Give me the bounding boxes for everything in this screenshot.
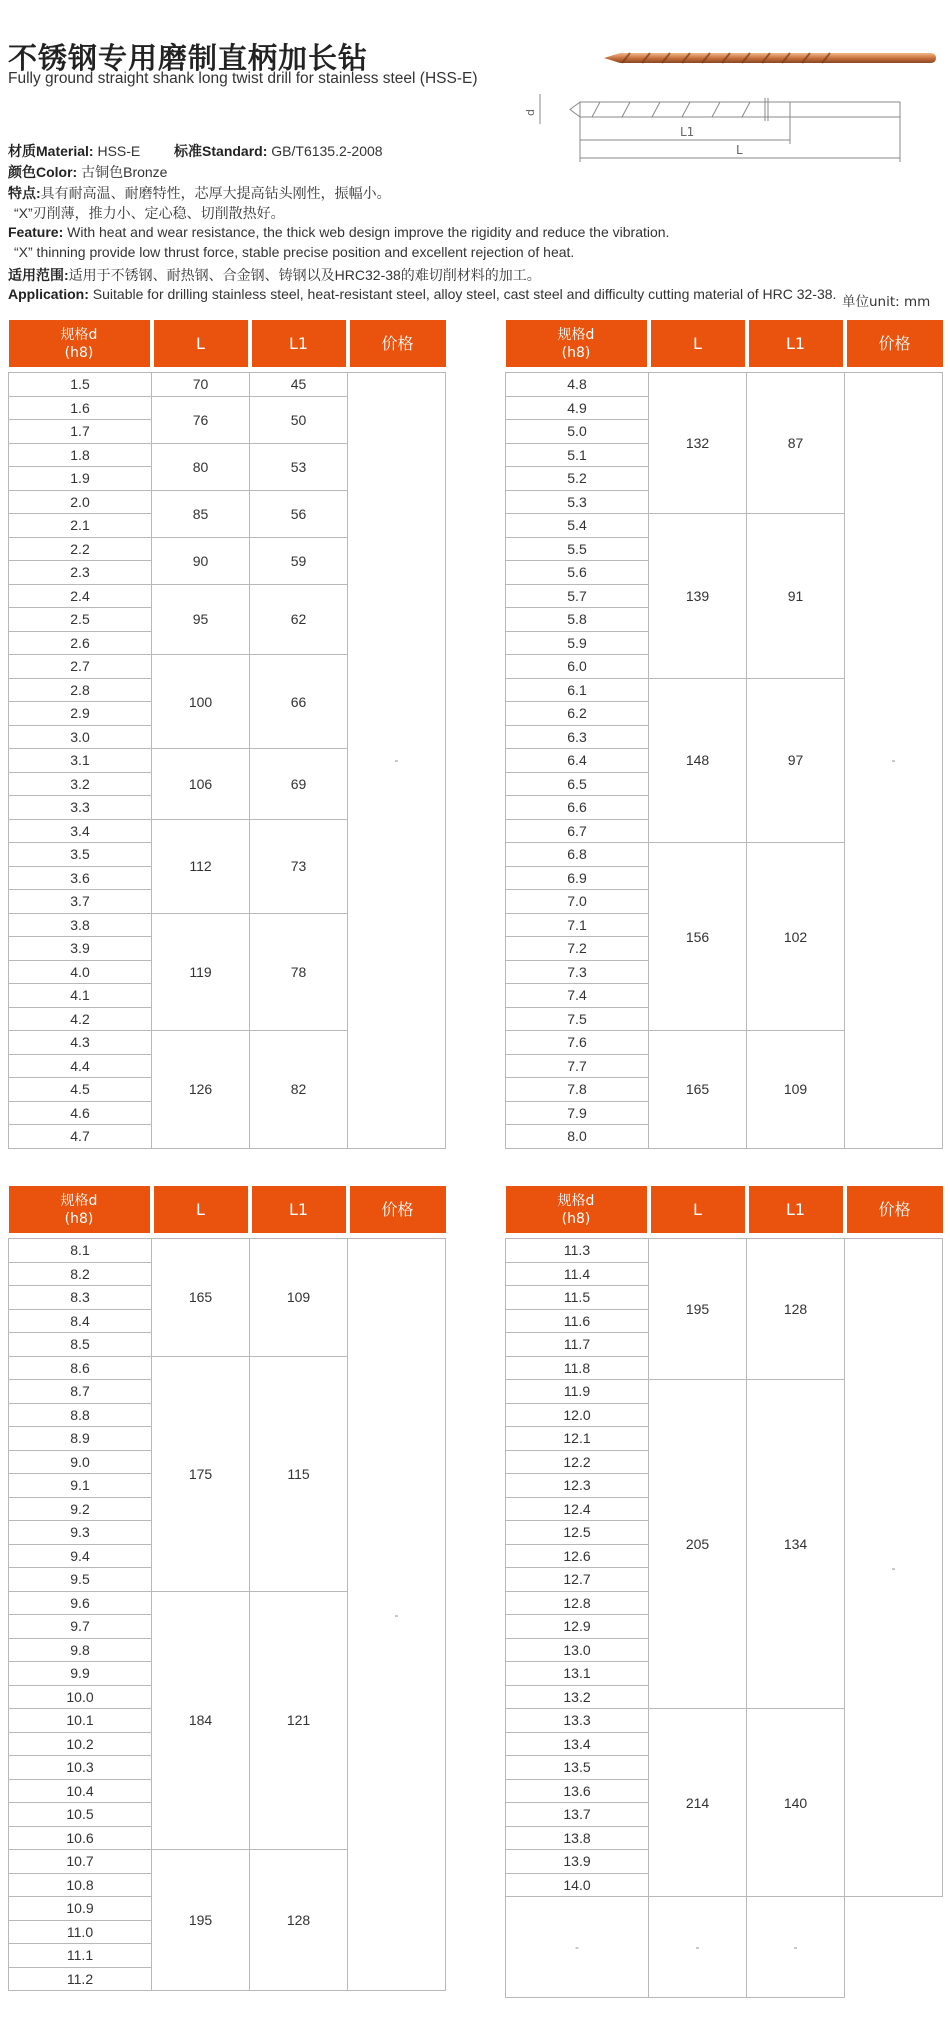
cell-l: 195 [152, 1850, 250, 1991]
cell-d: 12.0 [506, 1403, 649, 1427]
cell-l1: 121 [250, 1591, 348, 1850]
info-feature-en-2: “X” thinning provide low thrust force, stable precise position and excellent rejection of heat. [14, 244, 575, 260]
cell-d: 7.6 [506, 1031, 649, 1055]
cell-l: 70 [152, 373, 250, 397]
cell-l1: 109 [747, 1031, 845, 1149]
cell-l1: - [747, 1897, 845, 1998]
cell-l: 100 [152, 655, 250, 749]
cell-d: 8.7 [9, 1380, 152, 1404]
header-spec-line2: (h8) [64, 1210, 94, 1227]
cell-d: 2.3 [9, 561, 152, 585]
table-row [9, 373, 446, 397]
cell-d: 10.4 [9, 1779, 152, 1803]
header-l: L [152, 320, 250, 367]
spec-table-2 [505, 320, 943, 1149]
cell-d: 12.3 [506, 1474, 649, 1498]
cell-d: 3.2 [9, 772, 152, 796]
cell-d: 10.2 [9, 1732, 152, 1756]
cell-l: 119 [152, 913, 250, 1031]
cell-d: 8.6 [9, 1356, 152, 1380]
cell-d: 7.9 [506, 1101, 649, 1125]
cell-l: 106 [152, 749, 250, 820]
cell-d: 8.1 [9, 1239, 152, 1263]
cell-l: 95 [152, 584, 250, 655]
cell-d: 9.6 [9, 1591, 152, 1615]
header-l1: L1 [250, 1186, 348, 1233]
cell-d: 9.4 [9, 1544, 152, 1568]
cell-d: 11.1 [9, 1944, 152, 1968]
cell-d: 4.4 [9, 1054, 152, 1078]
cell-l1: 134 [747, 1380, 845, 1709]
cell-l1: 82 [250, 1031, 348, 1149]
header-price: 价格 [348, 1186, 446, 1233]
cell-d: 7.8 [506, 1078, 649, 1102]
cell-d: 7.1 [506, 913, 649, 937]
cell-l: 85 [152, 490, 250, 537]
cell-d: 3.8 [9, 913, 152, 937]
diagram-l-label: L [736, 143, 743, 157]
header-spec [9, 1186, 152, 1233]
spec-table-4 [505, 1186, 943, 1998]
header-l: L [152, 1186, 250, 1233]
cell-d: 3.9 [9, 937, 152, 961]
cell-l1: 102 [747, 843, 845, 1031]
page-title: 不锈钢专用磨制直柄加长钻 [8, 41, 369, 75]
cell-l1: 115 [250, 1356, 348, 1591]
cell-d: 9.7 [9, 1615, 152, 1639]
cell-d: 13.0 [506, 1638, 649, 1662]
cell-d: 5.6 [506, 561, 649, 585]
cell-d: 9.0 [9, 1450, 152, 1474]
cell-d: 8.5 [9, 1333, 152, 1357]
cell-l: 126 [152, 1031, 250, 1149]
cell-d: 11.4 [506, 1262, 649, 1286]
cell-d: 2.4 [9, 584, 152, 608]
cell-d: 1.8 [9, 443, 152, 467]
cell-d: 13.1 [506, 1662, 649, 1686]
header-price: 价格 [845, 320, 943, 367]
cell-d: 4.7 [9, 1125, 152, 1149]
cell-l1: 91 [747, 514, 845, 679]
cell-l1: 45 [250, 373, 348, 397]
cell-d: 9.8 [9, 1638, 152, 1662]
cell-d: 12.9 [506, 1615, 649, 1639]
cell-l1: 59 [250, 537, 348, 584]
cell-d: 5.9 [506, 631, 649, 655]
cell-d: 3.7 [9, 890, 152, 914]
cell-d: 9.2 [9, 1497, 152, 1521]
cell-d: 13.3 [506, 1709, 649, 1733]
cell-d: 6.2 [506, 702, 649, 726]
cell-d: 5.4 [506, 514, 649, 538]
cell-d: 4.5 [9, 1078, 152, 1102]
cell-l1: 78 [250, 913, 348, 1031]
cell-d: 2.1 [9, 514, 152, 538]
cell-d: 14.0 [506, 1873, 649, 1897]
table-row [9, 1239, 446, 1263]
cell-d: 8.0 [506, 1125, 649, 1149]
cell-l1: 66 [250, 655, 348, 749]
header-price: 价格 [845, 1186, 943, 1233]
cell-d: 9.5 [9, 1568, 152, 1592]
cell-l1: 97 [747, 678, 845, 843]
table-header-row [9, 1186, 446, 1233]
cell-d: 8.4 [9, 1309, 152, 1333]
cell-l: 175 [152, 1356, 250, 1591]
cell-d: 10.9 [9, 1897, 152, 1921]
cell-d: 1.5 [9, 373, 152, 397]
cell-d: 5.0 [506, 420, 649, 444]
cell-l: 132 [649, 373, 747, 514]
cell-d: 9.1 [9, 1474, 152, 1498]
cell-d: 8.8 [9, 1403, 152, 1427]
cell-d: 9.3 [9, 1521, 152, 1545]
table-row [506, 373, 943, 397]
cell-d: 5.2 [506, 467, 649, 491]
info-feature-cn-2: “X”刃削薄，推力小、定心稳、切削散热好。 [14, 205, 285, 221]
cell-d: 5.3 [506, 490, 649, 514]
cell-d: 13.5 [506, 1756, 649, 1780]
cell-d: 3.1 [9, 749, 152, 773]
cell-d: 8.9 [9, 1427, 152, 1451]
cell-l1: 109 [250, 1239, 348, 1357]
header-spec [9, 320, 152, 367]
cell-d: 9.9 [9, 1662, 152, 1686]
info-feature-en: Feature: With heat and wear resistance, the thick web design improve the rigidity and reduce the vibration. [8, 224, 670, 240]
cell-d: 11.9 [506, 1380, 649, 1404]
cell-d: 2.8 [9, 678, 152, 702]
cell-d: 4.0 [9, 960, 152, 984]
header-spec [506, 1186, 649, 1233]
cell-d: 1.6 [9, 396, 152, 420]
cell-d: 6.9 [506, 866, 649, 890]
cell-d: 7.2 [506, 937, 649, 961]
cell-d: 6.0 [506, 655, 649, 679]
cell-l1: 69 [250, 749, 348, 820]
cell-d: 12.4 [506, 1497, 649, 1521]
page-subtitle: Fully ground straight shank long twist drill for stainless steel (HSS-E) [8, 70, 478, 87]
header-l: L [649, 1186, 747, 1233]
cell-price: - [348, 373, 446, 1149]
cell-l: 165 [649, 1031, 747, 1149]
cell-l: 165 [152, 1239, 250, 1357]
table-header-row [506, 1186, 943, 1233]
cell-d: 7.0 [506, 890, 649, 914]
header-spec-line1: 规格d [557, 326, 595, 343]
info-color-line: 颜色Color: 古铜色Bronze [8, 164, 168, 180]
cell-d: 10.8 [9, 1873, 152, 1897]
header-l1: L1 [747, 1186, 845, 1233]
cell-l1: 62 [250, 584, 348, 655]
cell-d: 11.3 [506, 1239, 649, 1263]
header-spec-line1: 规格d [557, 1192, 595, 1209]
info-material-line: 材质Material: HSS-E 标准Standard: GB/T6135.2-2008 [8, 143, 383, 159]
cell-d: 11.5 [506, 1286, 649, 1310]
cell-d: 10.3 [9, 1756, 152, 1780]
cell-d: 2.9 [9, 702, 152, 726]
cell-d: 3.5 [9, 843, 152, 867]
cell-d: 6.8 [506, 843, 649, 867]
cell-d: 11.6 [506, 1309, 649, 1333]
cell-d: 7.5 [506, 1007, 649, 1031]
cell-d: 4.8 [506, 373, 649, 397]
header-spec-line2: (h8) [561, 1210, 591, 1227]
cell-d: 11.0 [9, 1920, 152, 1944]
cell-d: 7.7 [506, 1054, 649, 1078]
unit-label: 单位unit: mm [842, 294, 931, 310]
cell-d: 12.5 [506, 1521, 649, 1545]
cell-d: 10.0 [9, 1685, 152, 1709]
table-header-row [506, 320, 943, 367]
cell-l: 205 [649, 1380, 747, 1709]
info-feature-cn: 特点:具有耐高温、耐磨特性，芯厚大提高钻头刚性，振幅小。 [8, 185, 391, 201]
cell-d: 7.4 [506, 984, 649, 1008]
cell-l: - [649, 1897, 747, 1998]
cell-d: 5.5 [506, 537, 649, 561]
cell-d: 5.7 [506, 584, 649, 608]
header-price: 价格 [348, 320, 446, 367]
cell-l: 80 [152, 443, 250, 490]
cell-l1: 87 [747, 373, 845, 514]
cell-d: 4.2 [9, 1007, 152, 1031]
cell-d: 2.7 [9, 655, 152, 679]
cell-d: 12.8 [506, 1591, 649, 1615]
cell-d: 7.3 [506, 960, 649, 984]
drill-bit-image [600, 44, 940, 72]
cell-d: 12.7 [506, 1568, 649, 1592]
cell-d: 13.9 [506, 1850, 649, 1874]
header-spec-line1: 规格d [60, 326, 98, 343]
spec-table-3 [8, 1186, 446, 1991]
cell-d: 11.8 [506, 1356, 649, 1380]
cell-d: 3.3 [9, 796, 152, 820]
cell-d: 10.7 [9, 1850, 152, 1874]
cell-l1: 128 [250, 1850, 348, 1991]
cell-d: 2.5 [9, 608, 152, 632]
cell-d: 10.6 [9, 1826, 152, 1850]
cell-l: 139 [649, 514, 747, 679]
cell-d: 11.2 [9, 1967, 152, 1991]
cell-d: 5.1 [506, 443, 649, 467]
cell-d: 3.0 [9, 725, 152, 749]
cell-price: - [845, 1239, 943, 1897]
cell-d: 6.1 [506, 678, 649, 702]
cell-d: 4.3 [9, 1031, 152, 1055]
spec-table-1 [8, 320, 446, 1149]
cell-l: 76 [152, 396, 250, 443]
cell-d: 8.3 [9, 1286, 152, 1310]
cell-d: 4.6 [9, 1101, 152, 1125]
cell-d: 1.7 [9, 420, 152, 444]
cell-l: 184 [152, 1591, 250, 1850]
table-row [506, 1239, 943, 1263]
cell-l1: 73 [250, 819, 348, 913]
cell-d: 4.1 [9, 984, 152, 1008]
cell-l1: 140 [747, 1709, 845, 1897]
cell-d: 2.2 [9, 537, 152, 561]
cell-l: 156 [649, 843, 747, 1031]
diagram-d-label: d [524, 109, 537, 116]
cell-d: 6.6 [506, 796, 649, 820]
cell-d: 13.8 [506, 1826, 649, 1850]
cell-d: 13.4 [506, 1732, 649, 1756]
cell-d: 13.6 [506, 1779, 649, 1803]
header-spec-line2: (h8) [561, 344, 591, 361]
cell-d: 8.2 [9, 1262, 152, 1286]
cell-price: - [845, 373, 943, 1149]
cell-d: 12.1 [506, 1427, 649, 1451]
cell-d: 2.6 [9, 631, 152, 655]
drill-dimension-diagram [524, 82, 940, 182]
cell-l: 195 [649, 1239, 747, 1380]
cell-l: 112 [152, 819, 250, 913]
cell-d: 3.4 [9, 819, 152, 843]
header-spec-line1: 规格d [60, 1192, 98, 1209]
cell-l1: 128 [747, 1239, 845, 1380]
cell-d: 13.7 [506, 1803, 649, 1827]
cell-d: 13.2 [506, 1685, 649, 1709]
cell-d: 11.7 [506, 1333, 649, 1357]
cell-d: 6.3 [506, 725, 649, 749]
cell-d: 10.5 [9, 1803, 152, 1827]
cell-l1: 53 [250, 443, 348, 490]
header-spec-line2: (h8) [64, 344, 94, 361]
cell-d: 3.6 [9, 866, 152, 890]
diagram-l1-label: L1 [680, 125, 695, 139]
cell-d: 6.5 [506, 772, 649, 796]
info-application: Application: Suitable for drilling stainless steel, heat-resistant steel, alloy steel, cast steel and difficulty cutting material of HRC 32-38. [8, 286, 837, 302]
cell-l: 214 [649, 1709, 747, 1897]
table-header-row [9, 320, 446, 367]
cell-d: 10.1 [9, 1709, 152, 1733]
header-spec [506, 320, 649, 367]
header-l1: L1 [747, 320, 845, 367]
cell-d: 12.6 [506, 1544, 649, 1568]
info-scope-cn: 适用范围:适用于不锈钢、耐热钢、合金钢、铸钢以及HRC32-38的难切削材料的加工。 [8, 267, 541, 283]
cell-d: 4.9 [506, 396, 649, 420]
cell-d: 5.8 [506, 608, 649, 632]
header-l: L [649, 320, 747, 367]
cell-d: 2.0 [9, 490, 152, 514]
cell-d: 6.4 [506, 749, 649, 773]
cell-d: - [506, 1897, 649, 1998]
cell-d: 1.9 [9, 467, 152, 491]
cell-l1: 56 [250, 490, 348, 537]
cell-l1: 50 [250, 396, 348, 443]
cell-price: - [348, 1239, 446, 1991]
table-row-tail [506, 1897, 943, 1998]
cell-d: 12.2 [506, 1450, 649, 1474]
cell-l: 90 [152, 537, 250, 584]
cell-d: 6.7 [506, 819, 649, 843]
header-l1: L1 [250, 320, 348, 367]
cell-l: 148 [649, 678, 747, 843]
